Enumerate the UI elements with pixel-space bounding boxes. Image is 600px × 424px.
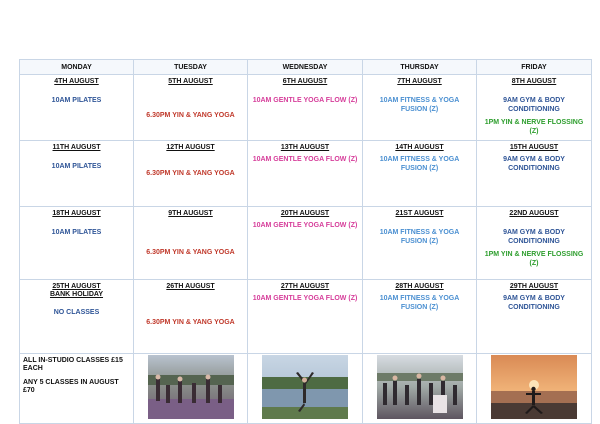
cell-date: 9TH AUGUST	[168, 210, 213, 217]
class-entry: 9AM GYM & BODY CONDITIONING	[503, 229, 565, 245]
class-entry: 10AM FITNESS & YOGA FUSION (Z)	[379, 97, 460, 113]
cell-date: 6TH AUGUST	[282, 78, 328, 85]
pricing-cell	[20, 354, 134, 424]
class-entry: 6.30PM YIN & YANG YOGA	[146, 249, 235, 256]
day-cell	[363, 280, 477, 354]
class-entry: 10AM GENTLE YOGA FLOW (Z)	[252, 97, 358, 104]
class-entry: 10AM PILATES	[51, 97, 102, 104]
day-header-thursday: THURSDAY	[363, 60, 477, 75]
day-cell	[134, 280, 248, 354]
class-entry: 10AM PILATES	[51, 229, 102, 236]
day-cell	[248, 141, 363, 207]
day-cell	[20, 280, 134, 354]
day-cell	[363, 141, 477, 207]
class-entry: 1PM YIN & NERVE FLOSSING (Z)	[484, 251, 584, 267]
sunset-yoga-photo	[491, 355, 577, 419]
day-cell	[477, 75, 592, 141]
cell-date: 29TH AUGUST	[509, 283, 559, 290]
cell-date: 4TH AUGUST	[54, 78, 99, 85]
cell-date: 22ND AUGUST	[509, 210, 559, 217]
class-entry: 10AM GENTLE YOGA FLOW (Z)	[252, 156, 358, 163]
day-cell	[248, 75, 363, 141]
class-entry: 9AM GYM & BODY CONDITIONING	[503, 156, 565, 172]
day-cell	[477, 280, 592, 354]
cell-date: 15TH AUGUST	[509, 144, 559, 151]
cell-date: 8TH AUGUST	[511, 78, 557, 85]
cell-date: 11TH AUGUST	[52, 144, 101, 151]
day-cell	[134, 141, 248, 207]
week-row	[20, 75, 592, 141]
cell-date: 13TH AUGUST	[280, 144, 330, 151]
day-cell	[248, 280, 363, 354]
class-stretching-photo	[377, 355, 463, 419]
price-note: ALL IN-STUDIO CLASSES £15 EACH	[23, 357, 123, 372]
footer-row	[20, 354, 592, 424]
class-entry: 10AM FITNESS & YOGA FUSION (Z)	[379, 229, 460, 245]
cell-date: 25TH AUGUST	[52, 283, 101, 290]
cell-date: 21ST AUGUST	[395, 210, 444, 217]
class-entry: 10AM FITNESS & YOGA FUSION (Z)	[379, 156, 460, 172]
day-header-tuesday: TUESDAY	[134, 60, 248, 75]
photo-cell	[248, 354, 363, 424]
cell-date: 7TH AUGUST	[397, 78, 442, 85]
day-header-monday: MONDAY	[20, 60, 134, 75]
lakeside-yoga-photo	[262, 355, 348, 419]
week-row	[20, 207, 592, 280]
cell-date: 27TH AUGUST	[280, 283, 330, 290]
class-entry: 6.30PM YIN & YANG YOGA	[146, 112, 235, 119]
header-row	[20, 60, 592, 75]
cell-date: 14TH AUGUST	[395, 144, 444, 151]
cell-date: 28TH AUGUST	[395, 283, 444, 290]
day-header-wednesday: WEDNESDAY	[248, 60, 363, 75]
day-cell	[477, 141, 592, 207]
group-yoga-photo	[148, 355, 234, 419]
photo-cell	[134, 354, 248, 424]
class-entry: 10AM GENTLE YOGA FLOW (Z)	[252, 222, 358, 229]
cell-date: 26TH AUGUST	[166, 283, 215, 290]
class-entry: 10AM FITNESS & YOGA FUSION (Z)	[379, 295, 460, 311]
cell-date: 5TH AUGUST	[168, 78, 213, 85]
class-entry: 1PM YIN & NERVE FLOSSING (Z)	[484, 119, 584, 135]
bank-holiday-label: BANK HOLIDAY	[49, 291, 104, 298]
bundle-note: ANY 5 CLASSES IN AUGUST £70	[23, 379, 119, 394]
day-cell	[248, 207, 363, 280]
class-entry: 10AM PILATES	[51, 163, 102, 170]
cell-date: 18TH AUGUST	[52, 210, 101, 217]
day-header-friday: FRIDAY	[477, 60, 592, 75]
week-row	[20, 280, 592, 354]
day-cell	[134, 207, 248, 280]
class-entry: 10AM GENTLE YOGA FLOW (Z)	[252, 295, 358, 302]
class-entry: NO CLASSES	[53, 309, 100, 316]
day-cell	[477, 207, 592, 280]
week-row	[20, 141, 592, 207]
photo-cell	[363, 354, 477, 424]
day-cell	[363, 207, 477, 280]
schedule-table	[19, 59, 592, 424]
class-entry: 6.30PM YIN & YANG YOGA	[146, 170, 235, 177]
day-cell	[20, 75, 134, 141]
day-cell	[363, 75, 477, 141]
class-entry: 6.30PM YIN & YANG YOGA	[146, 319, 235, 326]
cell-date: 12TH AUGUST	[166, 144, 215, 151]
class-entry: 9AM GYM & BODY CONDITIONING	[503, 97, 565, 113]
day-cell	[20, 141, 134, 207]
cell-date: 20TH AUGUST	[280, 210, 330, 217]
day-cell	[134, 75, 248, 141]
photo-cell	[477, 354, 592, 424]
day-cell	[20, 207, 134, 280]
class-entry: 9AM GYM & BODY CONDITIONING	[503, 295, 565, 311]
